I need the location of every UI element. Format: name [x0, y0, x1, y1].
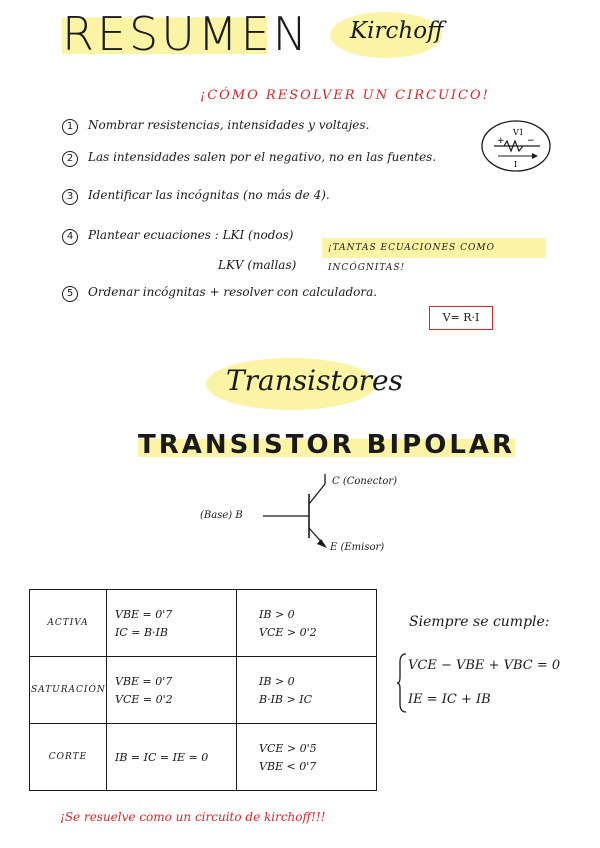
section-title: Transistores: [226, 364, 403, 397]
step-number: 5: [62, 286, 78, 302]
step-text: Plantear ecuaciones : LKI (nodos): [88, 228, 294, 242]
voltage-label: V1: [513, 128, 524, 137]
step-2: [62, 150, 436, 167]
step-3: [62, 188, 330, 205]
step-1: [62, 118, 369, 135]
lkv-line: LKV (mallas): [218, 258, 297, 272]
condition-line: IC = B·IB: [115, 625, 168, 639]
page-title: RESUMEN: [62, 7, 311, 61]
collector-lead: [309, 484, 325, 504]
base-label: (Base) B: [200, 510, 243, 521]
subtitle: Kirchoff: [350, 18, 444, 44]
condition-line: VCE > 0'5: [259, 741, 317, 755]
condition-cell: [237, 724, 377, 791]
table-row: [30, 657, 377, 724]
battery-diagram: [480, 118, 552, 174]
table-row: [30, 724, 377, 791]
always-equation: IE = IC + IB: [408, 692, 491, 707]
step-4: [62, 228, 293, 245]
step-number: 1: [62, 119, 78, 135]
condition-line: IB > 0: [259, 674, 295, 688]
table-row: [30, 590, 377, 657]
condition-line: VBE < 0'7: [259, 759, 317, 773]
plus-sign: +: [497, 136, 505, 146]
condition-line: IB = IC = IE = 0: [115, 750, 209, 764]
collector-label: C (Conector): [332, 476, 398, 487]
transistor-symbol: [255, 472, 335, 552]
condition-cell: [237, 657, 377, 724]
emitter-arrow: [317, 539, 327, 548]
condition-line: VBE = 0'7: [115, 674, 173, 688]
minus-sign: −: [527, 136, 535, 146]
step-number: 4: [62, 229, 78, 245]
condition-cell: [107, 590, 237, 657]
step-text: Nombrar resistencias, intensidades y voltajes.: [88, 118, 370, 132]
condition-line: B·IB > IC: [259, 692, 312, 706]
emitter-label: E (Emisor): [330, 542, 385, 553]
modes-table: [29, 589, 377, 791]
condition-cell: [107, 724, 237, 791]
step-5: [62, 285, 377, 302]
step-number: 3: [62, 189, 78, 205]
mode-cell: CORTE: [30, 724, 107, 791]
condition-line: VCE > 0'2: [259, 625, 317, 639]
brace-icon: [396, 652, 408, 714]
mode-cell: ACTIVA: [30, 590, 107, 657]
condition-line: VBE = 0'7: [115, 607, 173, 621]
arrowhead: [532, 153, 538, 159]
condition-cell: [237, 590, 377, 657]
mode-cell: SATURACIÓN: [30, 657, 107, 724]
ohm-formula: V= R·I: [429, 306, 493, 330]
condition-line: IB > 0: [259, 607, 295, 621]
current-label: I: [514, 160, 518, 169]
footer-note: ¡Se resuelve como un circuito de kirchoff!!!: [60, 810, 326, 824]
always-equation: VCE − VBE + VBC = 0: [408, 658, 561, 673]
step-number: 2: [62, 151, 78, 167]
bipolar-title: TRANSISTOR BIPOLAR: [138, 430, 516, 460]
step-text: Las intensidades salen por el negativo, no en las fuentes.: [88, 150, 437, 164]
equations-note: ¡TANTAS ECUACIONES COMO INCÓGNITAS!: [322, 238, 546, 258]
step-text: Identificar las incógnitas (no más de 4).: [88, 188, 330, 202]
condition-line: VCE = 0'2: [115, 692, 173, 706]
always-label: Siempre se cumple:: [409, 614, 550, 630]
condition-cell: [107, 657, 237, 724]
steps-heading: ¡CÓMO RESOLVER UN CIRCUICO!: [200, 88, 490, 103]
step-text: Ordenar incógnitas + resolver con calculadora.: [88, 285, 378, 299]
